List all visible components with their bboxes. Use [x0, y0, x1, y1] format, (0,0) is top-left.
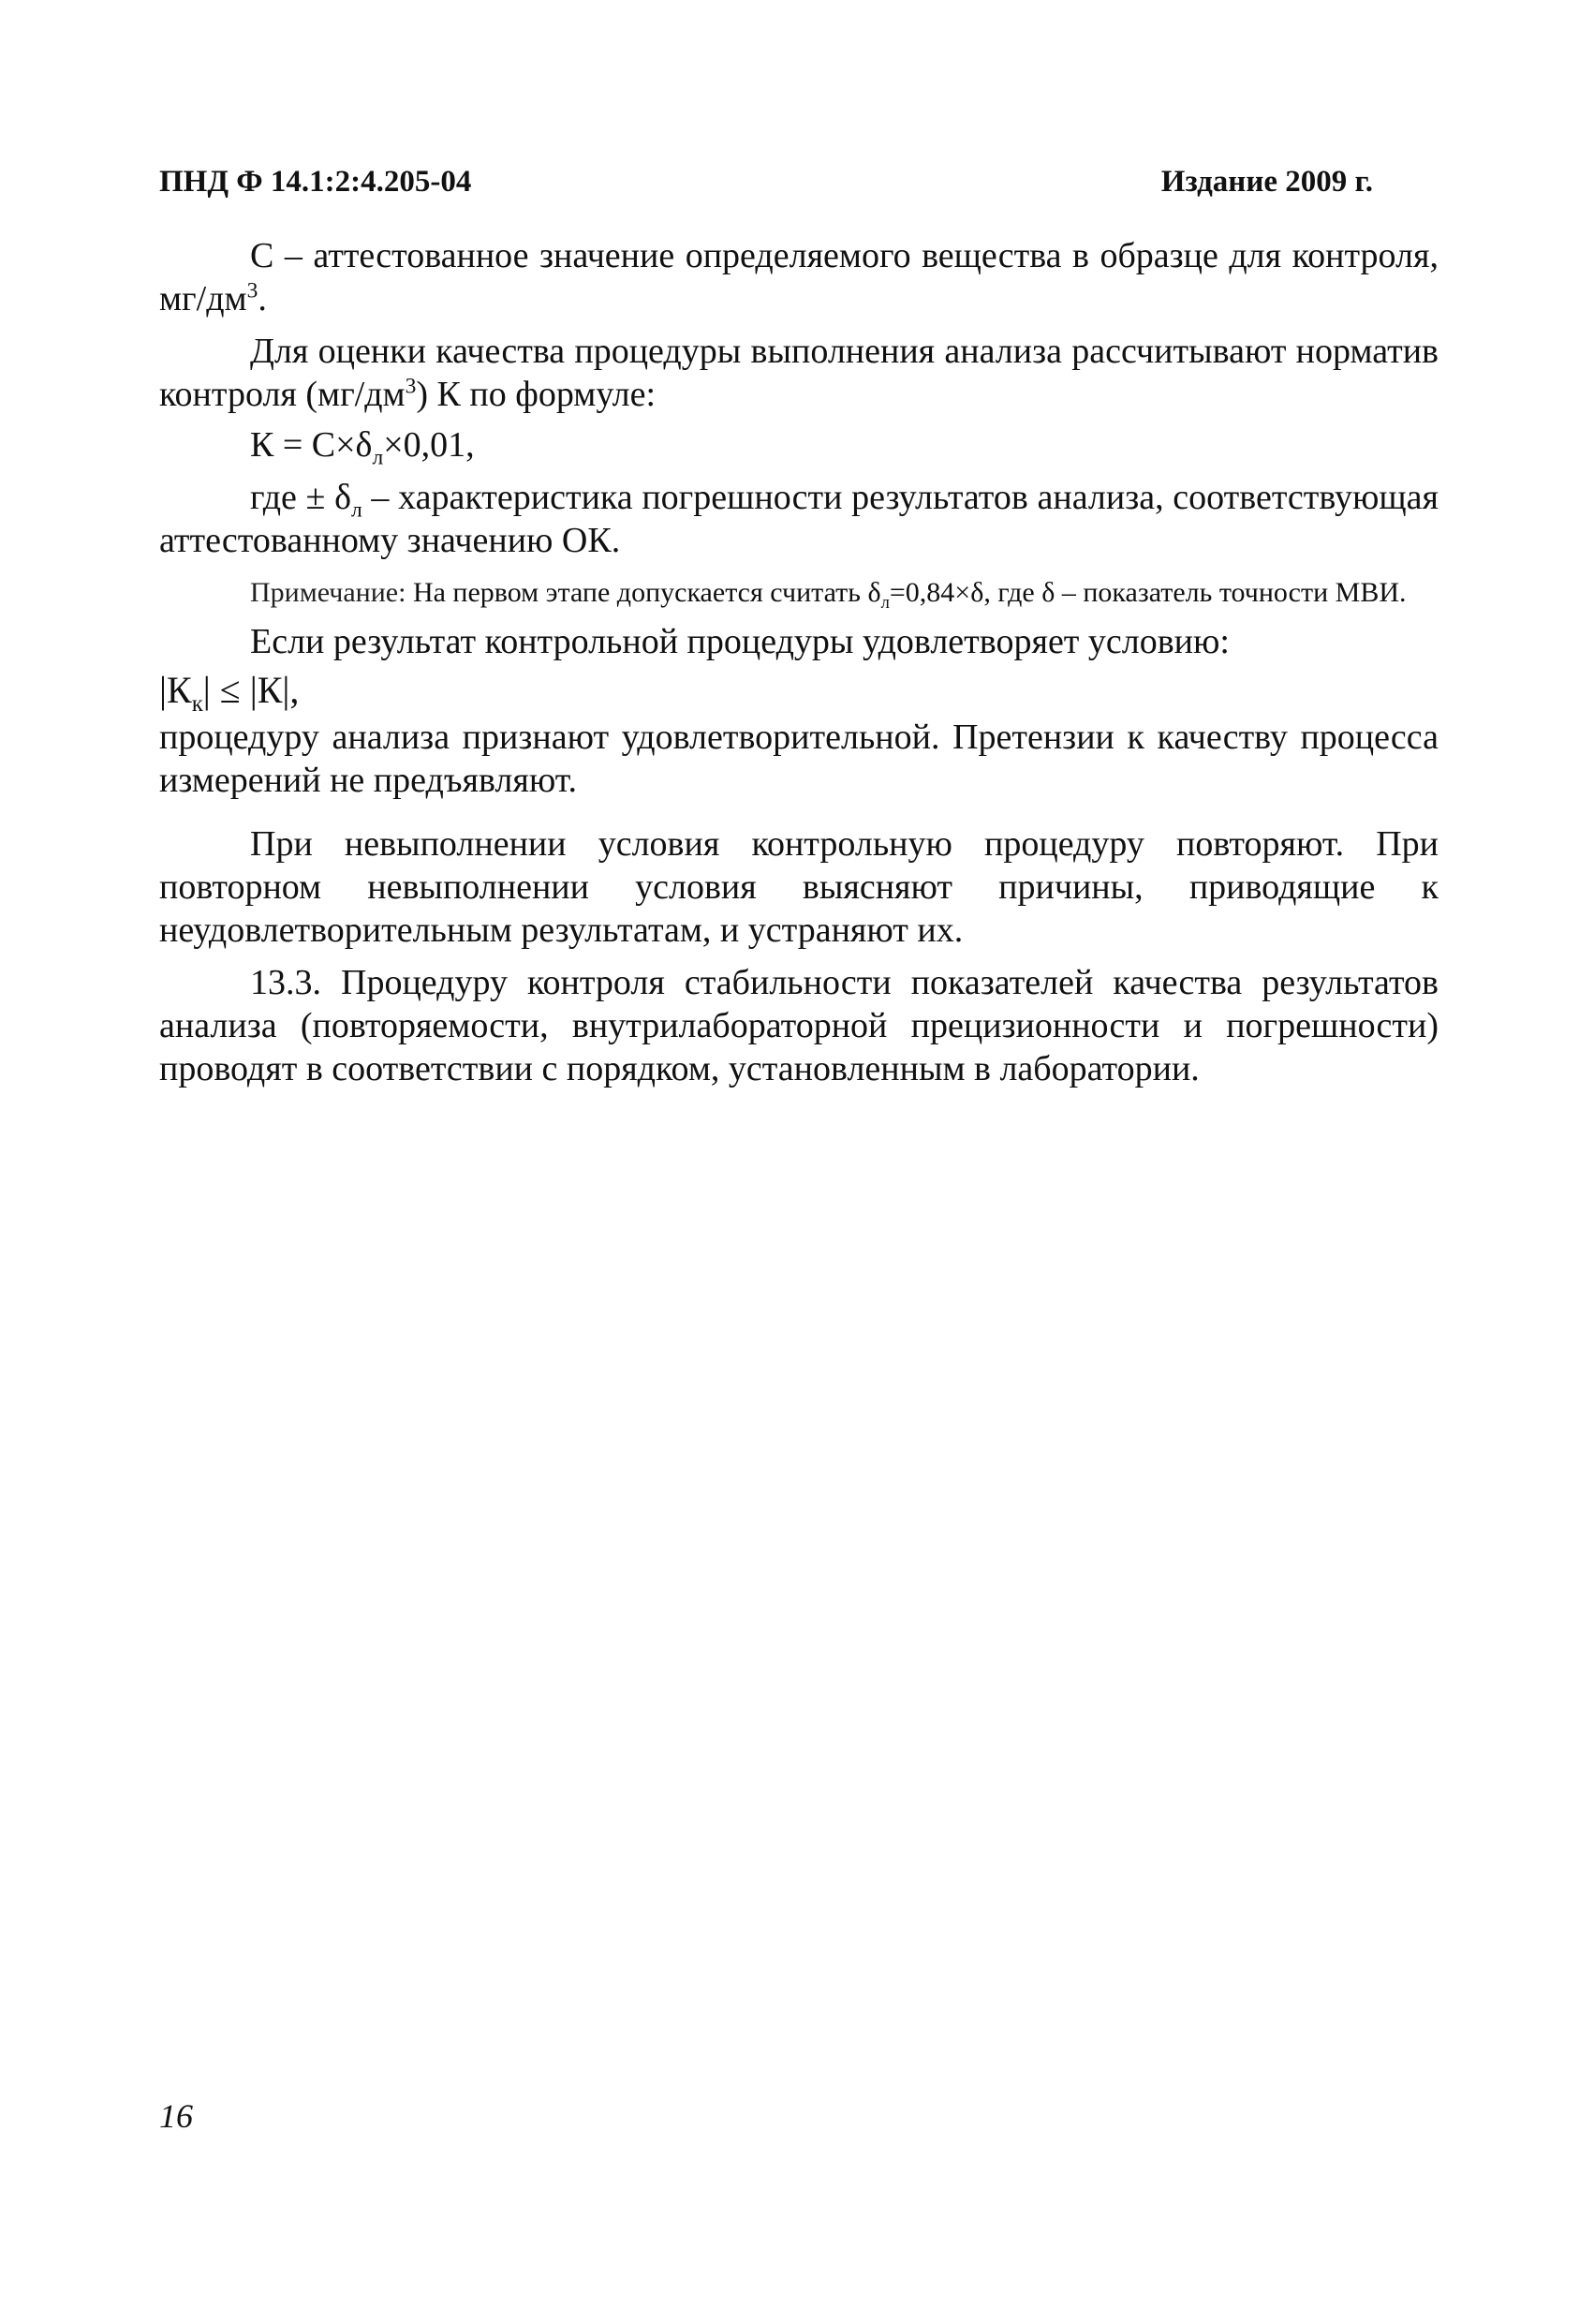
paragraph-repeat-procedure: При невыполнении условия контрольную процедуру повторяют. При повторном невыполнении условия выясняют причины, приводящие к неудовлетворительным результатам, и устраняют их.: [159, 824, 1439, 950]
paragraph-condition-intro: Если результат контрольной процедуры удовлетворяет условию:: [250, 622, 1230, 661]
paragraph-satisfactory: процедуру анализа признают удовлетворительной. Претензии к качеству процесса измерений не предъявляют.: [159, 718, 1439, 800]
paragraph-13-3: 13.3. Процедуру контроля стабильности показателей качества результатов анализа (повторяемости, внутрилабораторной прецизионности и погрешности) проводят в соответствии с порядком, установленным в лаборатории.: [159, 963, 1439, 1088]
formula-condition: $|К_к| \le |К|$,: [159, 669, 300, 717]
document-body: [159, 234, 1439, 1090]
page-number: 16: [159, 2097, 193, 2135]
paragraph-control-norm: Для оценки качества процедуры выполнения анализа рассчитывают норматив контроля $(мг/дм^3)$ К по формуле:: [159, 332, 1439, 414]
note: Примечание: На первом этапе допускается считать $\delta_л=0,84\times\delta$, где δ – показатель точности МВИ.: [250, 577, 1407, 613]
formula-k: $К = С\times\delta_л\times 0,01$,: [250, 425, 475, 470]
note-label: Примечание:: [250, 577, 406, 608]
document-code: ПНД Ф 14.1:2:4.205-04: [159, 165, 472, 199]
edition-label: Издание 2009 г.: [1160, 165, 1373, 199]
paragraph-definition-c: С – аттестованное значение определяемого вещества в образце для контроля, $мг/дм^3$.: [159, 236, 1439, 318]
paragraph-where-delta: где ± $\delta_л$ – характеристика погрешности результатов анализа, соответствующая аттестованному значению ОК.: [159, 478, 1439, 560]
